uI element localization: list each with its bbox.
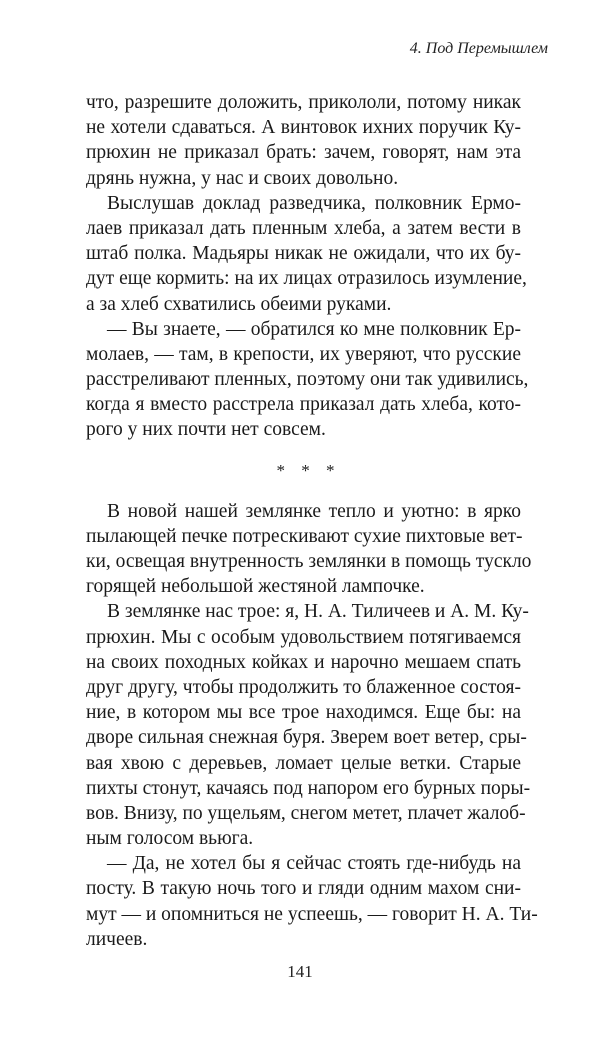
- text-line: пылающей печке потрескивают сухие пихтовые вет-: [86, 525, 523, 547]
- text-line: не хотели сдаваться. А винтовок ихних поручик Ку-: [86, 117, 521, 139]
- text-line: посту. В такую ночь того и гляди одним махом сни-: [86, 878, 521, 900]
- text-line: прюхин не приказал брать: зачем, говорят, нам эта: [86, 142, 521, 164]
- text-line: когда я вместо расстрела приказал дать хлеба, кото-: [86, 394, 521, 416]
- text-line: молаев, — там, в крепости, их уверяют, что русские: [86, 343, 521, 365]
- text-line: на своих походных койках и нарочно мешаем спать: [86, 651, 521, 673]
- text-line: ным голосом вьюга.: [86, 828, 254, 850]
- paragraph-5: [86, 599, 531, 851]
- text-line: В землянке нас трое: я, Н. А. Тиличеев и А. М. Ку-: [107, 601, 529, 623]
- text-line: ние, в котором мы все трое находимся. Еще бы: на: [86, 702, 521, 724]
- paragraph-3: [86, 317, 529, 443]
- text-line: — Вы знаете, — обратился ко мне полковник Ер-: [107, 318, 521, 340]
- text-line: ки, освещая внутренность землянки в помощь тускло: [86, 551, 532, 572]
- body-text: [86, 90, 538, 952]
- text-line: дворе сильная снежная буря. Зверем воет ветер, сры-: [86, 727, 527, 749]
- text-line: прюхин. Мы с особым удовольствием потягиваемся: [86, 626, 521, 648]
- text-line: В новой нашей землянке тепло и уютно: в ярко: [107, 500, 521, 522]
- text-line: расстреливают пленных, поэтому они так удивились,: [86, 369, 529, 391]
- text-line: что, разрешите доложить, прикололи, потому никак: [86, 92, 521, 113]
- paragraph-4: [86, 499, 532, 600]
- text-line: а за хлеб схватились обеими руками.: [86, 293, 392, 315]
- text-line: мут — и опомниться не успеешь, — говорит Н. А. Ти-: [86, 903, 538, 925]
- running-head: 4. Под Перемышлем: [409, 40, 548, 57]
- paragraph-2: [86, 191, 527, 317]
- section-separator: * * *: [276, 460, 341, 480]
- paragraph-6: [86, 851, 538, 952]
- text-line: лаев приказал дать пленным хлеба, а затем вести в: [86, 217, 521, 239]
- text-line: штаб полка. Мадьяры никак не ожидали, что их бу-: [86, 243, 521, 265]
- text-line: друг другу, чтобы продолжить то блаженное состоя-: [86, 676, 521, 698]
- text-line: дрянь нужна, у нас и своих довольно.: [86, 167, 399, 189]
- text-line: горящей небольшой жестяной лампочке.: [86, 576, 425, 598]
- text-line: Выслушав доклад разведчика, полковник Ермо-: [107, 192, 521, 214]
- text-line: — Да, не хотел бы я сейчас стоять где-нибудь на: [107, 853, 521, 875]
- text-line: личеев.: [86, 928, 148, 950]
- text-line: дут еще кормить: на их лицах отразилось изумление,: [86, 268, 527, 290]
- page-number: 141: [287, 962, 313, 981]
- paragraph-1: [86, 90, 521, 191]
- text-line: вая хвою с деревьев, ломает целые ветки. Старые: [86, 752, 521, 774]
- text-line: пихты стонут, качаясь под напором его бурных поры-: [86, 777, 531, 799]
- text-line: вов. Внизу, по ущельям, снегом метет, плачет жалоб-: [86, 802, 526, 824]
- text-line: рого у них почти нет совсем.: [86, 419, 326, 441]
